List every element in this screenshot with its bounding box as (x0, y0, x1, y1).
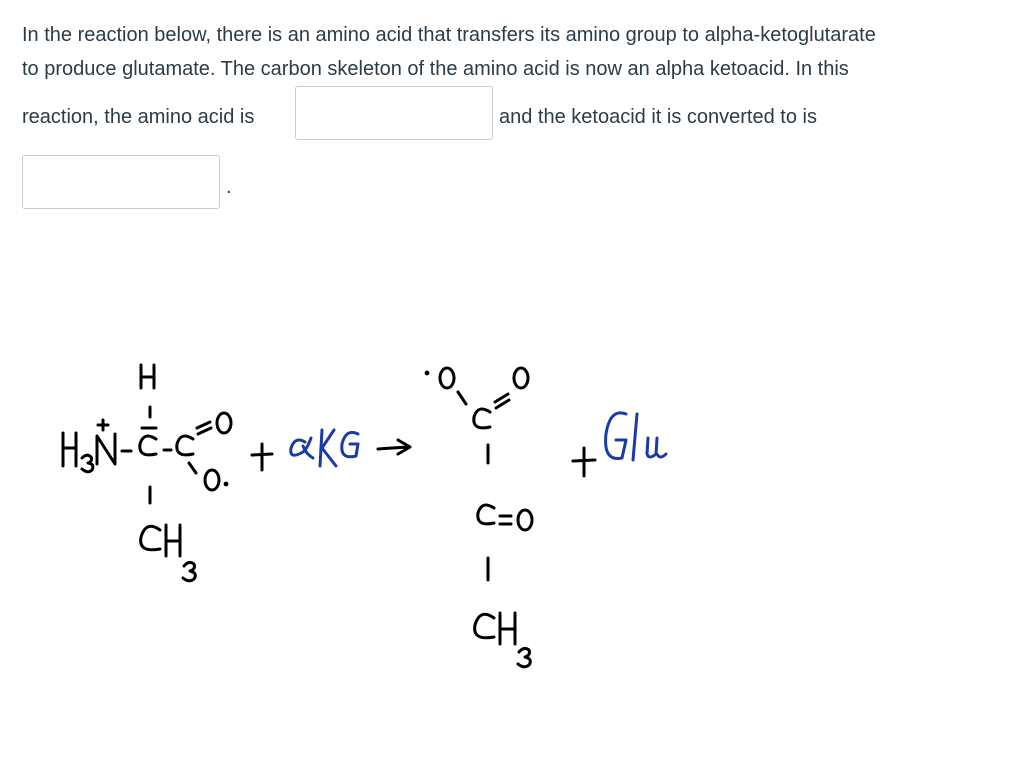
question-line-3 (22, 86, 1012, 140)
question-line-3-suffix: and the ketoacid it is converted to is (499, 106, 817, 128)
amino-acid-answer-input[interactable] (295, 86, 493, 140)
glutamate-product (573, 413, 666, 476)
question-line-3-prefix: reaction, the amino acid is (22, 106, 255, 128)
reagents (252, 430, 410, 470)
reaction-drawing (0, 330, 1024, 690)
alanine-structure (63, 365, 231, 581)
question-text (22, 18, 1012, 128)
sentence-period: . (226, 176, 232, 198)
ketoacid-answer-input[interactable] (22, 155, 220, 209)
question-line-2: to produce glutamate. The carbon skeleton of the amino acid is now an alpha ketoacid. In this (22, 58, 849, 80)
pyruvate-structure (425, 368, 532, 667)
question-line-1: In the reaction below, there is an amino acid that transfers its amino group to alpha-ketoglutarate (22, 24, 876, 46)
